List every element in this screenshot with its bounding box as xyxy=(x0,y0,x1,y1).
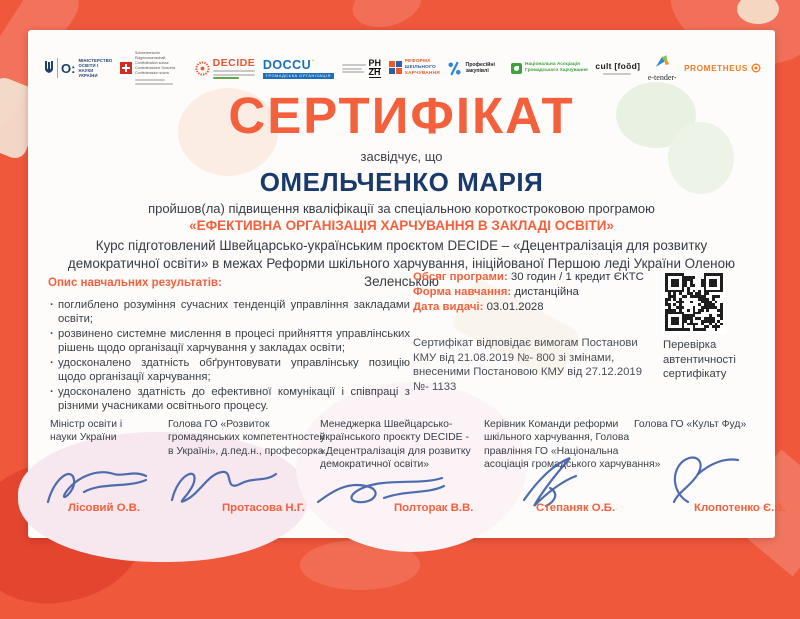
logo-mon-ukraine xyxy=(44,58,112,79)
swiss-flag-icon xyxy=(120,62,132,74)
prometheus-icon xyxy=(751,63,761,73)
logo-national-catering-association xyxy=(511,62,588,74)
reform-grid-icon xyxy=(389,61,402,74)
signature-klopotenko xyxy=(654,450,754,508)
swiss-label xyxy=(135,51,187,85)
decide-green-bar xyxy=(213,77,239,79)
date-label: Дата видачі: xyxy=(413,300,484,313)
volume-label: Обсяг програми: xyxy=(413,271,508,283)
recipient-name: ОМЕЛЬЧЕНКО МАРІЯ xyxy=(259,167,544,197)
compliance-note: Сертифікат відповідає вимогам Постанови КМУ від 21.08.2019 №- 800 зі змінами, внесеними Постановою КМУ від 27.12.2019 №- 1133 xyxy=(413,337,642,394)
reform-line: ХАРЧУВАННЯ xyxy=(404,71,440,77)
cult-fineprint-bar xyxy=(603,73,631,75)
doccu-subtitle: ГРОМАДСЬКА ОРГАНІЗАЦІЯ xyxy=(263,73,334,79)
course-note: Курс підготовлений Швейцарсько-українським проєктом DECIDE – «Децентралізація для розвитку демократичної освіти» в межах Реформи шкільного харчування, ініційованої Першою леді України Оленою Зеленською xyxy=(67,238,736,289)
certifies-that-text: засвідчує, що xyxy=(360,149,443,164)
swiss-line: Confederazione Svizzera xyxy=(135,66,176,71)
logo-e-tender xyxy=(648,55,677,82)
trident-icon xyxy=(44,61,54,76)
logo-cult-food xyxy=(595,61,640,75)
volume-value: 30 годин / 1 кредит ЄКТС xyxy=(510,271,644,283)
signatory-name: Степаняк О.Б. xyxy=(536,502,616,514)
date-value: 03.01.2028 xyxy=(486,300,544,313)
decide-fineprint-bar xyxy=(213,74,255,76)
reform-text xyxy=(405,59,440,78)
signatory-title: Керівник Команди реформи шкільного харчування, Голова правління ГО «Національна асоціація громадського харчування» xyxy=(484,419,661,470)
outcome-item: · удосконалено здатність до ефективної комунікації і співпраці з різними учасниками освітнього процесу. xyxy=(48,385,410,414)
grid-cell xyxy=(396,68,402,74)
association-icon xyxy=(511,63,522,74)
qr-module xyxy=(720,328,723,331)
logo-decide xyxy=(195,57,256,80)
signatory-title: Менеджерка Швейцарсько-українського проєкту DECIDE - «Децентралізація для розвитку демократичної освіти» xyxy=(320,419,471,470)
logo-professional-procurement xyxy=(447,61,503,76)
outcome-item: · удосконалено здатність обґрунтовувати управлінську позицію щодо організації харчування; xyxy=(48,356,410,385)
e-tender-bird-icon xyxy=(654,55,670,68)
doccu-accent: ˙ xyxy=(311,57,316,72)
signatory-title: Міністр освіти і науки України xyxy=(50,419,123,444)
grid-cell xyxy=(389,68,395,74)
e-tender-wordmark: e-tender- xyxy=(647,72,677,82)
program-details xyxy=(413,270,658,314)
phzh-fineprint xyxy=(342,63,366,74)
phzh-bar xyxy=(342,68,362,70)
cult-food-wordmark: cult [foõd] xyxy=(595,61,641,72)
certificate-title: СЕРТИФІКАТ xyxy=(228,87,575,144)
detail-date xyxy=(413,300,658,315)
reform-line: РЕФОРМА xyxy=(404,58,431,64)
logo-prometheus xyxy=(684,63,761,73)
program-title: «ЕФЕКТИВНА ОРГАНІЗАЦІЯ ХАРЧУВАННЯ В ЗАКЛАДІ ОСВІТИ» xyxy=(189,218,614,233)
logo-phzh xyxy=(342,59,382,78)
grid-cell xyxy=(389,61,395,67)
swiss-fineprint-bar xyxy=(135,83,173,85)
doccu-wordmark xyxy=(263,58,334,72)
decide-wordmark: DECIDE xyxy=(212,56,256,69)
signatory-title: Голова ГО «Розвиток громадянських компетентностей в Україні», д.пед.н., професорка xyxy=(168,419,326,457)
outcomes-title: Опис навчальних результатів: xyxy=(48,277,222,289)
swiss-line: Confederaziun svizra xyxy=(135,71,169,76)
signatory-name: Клопотенко Є.В. xyxy=(694,502,786,514)
prometheus-wordmark: PROMETHEUS xyxy=(684,63,748,73)
mon-mark: О: xyxy=(61,60,76,76)
divider xyxy=(57,58,58,78)
qualification-statement: пройшов(ла) підвищення кваліфікації за спеціальною короткостроковою програмою xyxy=(148,201,655,216)
decide-emblem-icon xyxy=(195,61,210,76)
signatory-name: Полторак В.В. xyxy=(394,502,474,514)
certificate-card xyxy=(28,30,786,538)
phzh-wordmark xyxy=(369,59,382,78)
signatory-name: Лісовий О.В. xyxy=(68,502,141,514)
form-value: дистанційна xyxy=(514,285,579,298)
qr-caption: Перевірка автентичності сертифікату xyxy=(663,339,736,381)
association-line: Громадського Харчування xyxy=(525,68,588,73)
outcome-item: · розвинено системне мислення в процесі прийняття управлінських рішень щодо організації харчування у закладах освіти; xyxy=(48,327,410,356)
procurement-label: Професійні закупівлі xyxy=(465,61,495,74)
phzh-ph: PH xyxy=(368,57,382,68)
doccu-label: DOCCU xyxy=(262,57,312,72)
logo-school-food-reform xyxy=(389,59,440,78)
qr-code xyxy=(665,273,723,331)
phzh-zh: ZH xyxy=(368,67,381,77)
phzh-bar xyxy=(342,64,366,66)
signatory-name: Протасова Н.Г. xyxy=(222,502,305,514)
detail-form xyxy=(413,285,658,300)
outcome-item: · поглиблено розуміння сучасних тенденцій управління закладами освіти; xyxy=(48,298,410,327)
signatory-title: Голова ГО «Культ Фуд» xyxy=(634,419,747,430)
mon-label: МІНІСТЕРСТВО ОСВІТИ І НАУКИ УКРАЇНИ xyxy=(78,57,113,79)
swiss-line: Schweizerische Eidgenossenschaft xyxy=(135,51,166,61)
cult-food-text xyxy=(595,61,640,75)
swiss-fineprint-bar xyxy=(135,79,165,81)
learning-outcomes-section xyxy=(48,277,410,414)
form-label: Форма навчання: xyxy=(413,285,512,298)
association-line: Національна Асоціація xyxy=(525,61,580,67)
swiss-line: Confédération suisse xyxy=(135,61,169,66)
logo-doccu xyxy=(263,58,334,79)
grid-cell xyxy=(396,61,402,67)
phzh-bar xyxy=(342,71,364,73)
doccu-text xyxy=(263,58,334,79)
procurement-icon xyxy=(447,61,462,76)
decide-text xyxy=(213,57,256,80)
decide-fineprint-bar xyxy=(213,70,255,72)
detail-volume xyxy=(413,270,658,285)
reform-line: ШКІЛЬНОГО xyxy=(404,64,436,70)
association-text xyxy=(525,62,588,74)
logo-swiss-confederation xyxy=(120,51,187,85)
e-tender-block xyxy=(648,55,677,82)
